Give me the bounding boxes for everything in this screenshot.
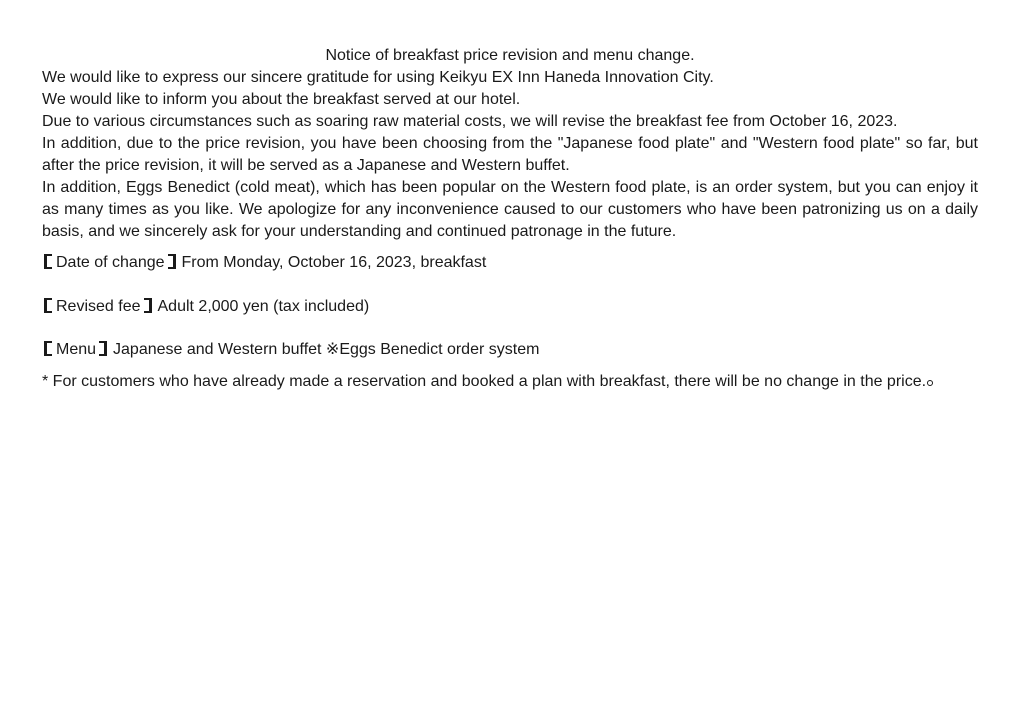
right-lenticular-bracket	[99, 341, 107, 356]
detail-value-menu: Japanese and Western buffet ※Eggs Benedict order system	[113, 341, 540, 358]
detail-line-menu	[42, 339, 978, 361]
detail-label-menu: Menu	[56, 341, 97, 358]
left-lenticular-bracket	[44, 254, 52, 269]
right-lenticular-bracket	[168, 254, 176, 269]
detail-value-revised-fee: Adult 2,000 yen (tax included)	[157, 298, 370, 315]
paragraph-gratitude: We would like to express our sincere gratitude for using Keikyu EX Inn Haneda Innovation City.	[42, 69, 714, 86]
paragraph-buffet-change: In addition, due to the price revision, you have been choosing from the "Japanese food plate" and "Western food plate" so far, but after the price revision, it will be served as a Japanese and Western buffet.	[42, 135, 978, 174]
right-lenticular-bracket	[144, 298, 152, 313]
left-lenticular-bracket	[44, 298, 52, 313]
paragraph-eggs-benedict: In addition, Eggs Benedict (cold meat), which has been popular on the Western food plate, is an order system, but you can enjoy it as many times as you like. We apologize for any inconvenience caused to our customers who have been patronizing us on a daily basis, and we sincerely ask for your understanding and continued patronage in the future.	[42, 179, 978, 240]
notice-title: Notice of breakfast price revision and menu change.	[325, 47, 695, 64]
footnote-reservation-note	[42, 371, 978, 393]
paragraph-inform: We would like to inform you about the breakfast served at our hotel.	[42, 91, 521, 108]
detail-label-revised-fee: Revised fee	[56, 298, 141, 315]
detail-line-date-of-change	[42, 252, 978, 274]
footnote-text: * For customers who have already made a reservation and booked a plan with breakfast, there will be no change in the price.	[42, 373, 927, 390]
detail-line-revised-fee	[42, 296, 978, 318]
left-lenticular-bracket	[44, 341, 52, 356]
ideographic-full-stop-icon	[927, 380, 933, 386]
paragraph-fee-revision: Due to various circumstances such as soaring raw material costs, we will revise the breakfast fee from October 16, 2023.	[42, 113, 898, 130]
detail-label-date-of-change: Date of change	[56, 254, 165, 271]
detail-value-date-of-change: From Monday, October 16, 2023, breakfast	[181, 254, 487, 271]
